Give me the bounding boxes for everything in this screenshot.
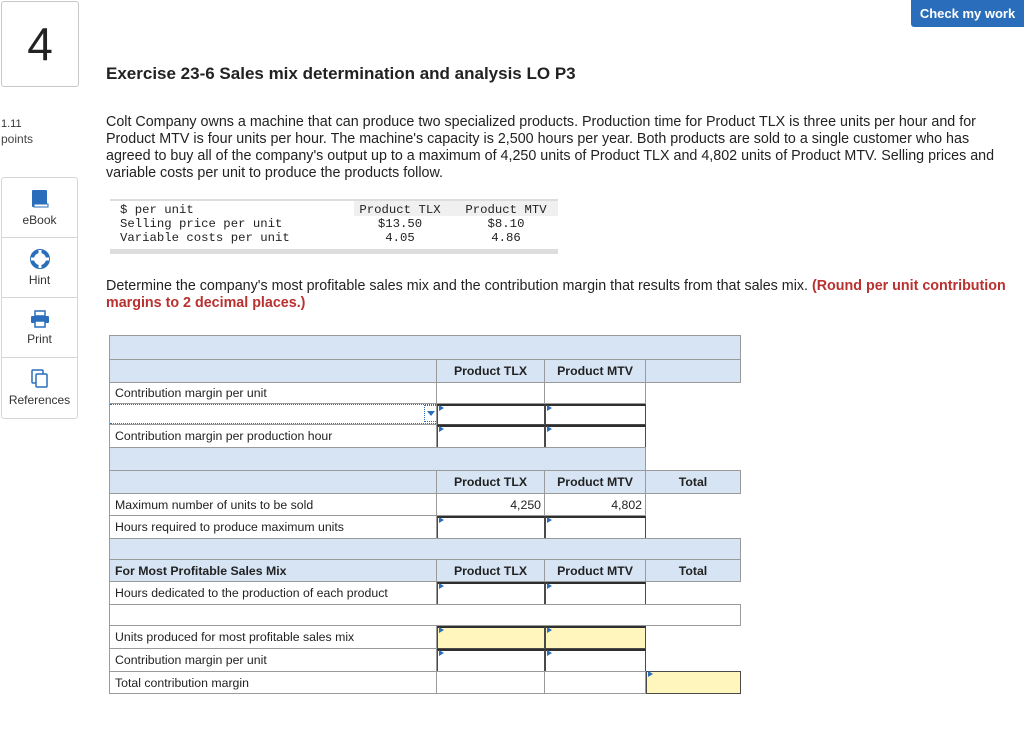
hours-required-mtv-input[interactable] — [545, 516, 646, 539]
col-header-total: Total — [645, 470, 741, 494]
row-label-cm-unit-2: Contribution margin per unit — [109, 648, 437, 672]
row-label-units-produced: Units produced for most profitable sales mix — [109, 625, 437, 649]
problem-description: Colt Company owns a machine that can produce two specialized products. Production time for Product TLX is three units per hour and for Product MTV is four units per hour. The machine's capacity is 2,500 hours per year. Both products are sold to a single customer who has agreed to buy all of the company's output up to a maximum of 4,250 units of Product TLX and 4,802 units of Product MTV. Selling prices and variable costs per unit to produce the products follow. — [106, 114, 995, 181]
row-label-total-cm: Total contribution margin — [109, 671, 437, 694]
row-label-mix-header: For Most Profitable Sales Mix — [109, 559, 437, 582]
tool-print-label: Print — [27, 331, 52, 346]
info-col-mtv: Product MTV — [465, 203, 547, 217]
total-cm-total-input[interactable] — [646, 671, 741, 694]
section-band — [109, 538, 741, 560]
lifebuoy-icon — [30, 249, 50, 269]
col-header-tlx: Product TLX — [436, 470, 545, 494]
max-units-tlx: 4,250 — [436, 493, 545, 516]
row-label-dropdown[interactable] — [424, 405, 438, 422]
tool-references-label: References — [8, 393, 71, 407]
tool-ebook-label: eBook — [22, 212, 57, 227]
spacer-row — [109, 604, 741, 626]
hours-dedicated-tlx-input[interactable] — [437, 582, 545, 605]
info-row-label: Variable costs per unit — [120, 231, 290, 245]
info-cell: $8.10 — [487, 217, 525, 231]
cm-unit-tlx-input[interactable] — [437, 404, 545, 425]
row-label-cm-hour: Contribution margin per production hour — [109, 424, 437, 448]
total-cm-tlx — [436, 671, 545, 694]
section-band — [109, 447, 646, 471]
header-blank — [109, 470, 437, 494]
printer-icon — [30, 310, 50, 328]
hours-required-tlx-input[interactable] — [437, 516, 545, 539]
col-header-tlx: Product TLX — [436, 359, 545, 383]
row-label-hours-required: Hours required to produce maximum units — [109, 515, 437, 539]
cm-unit-mtv-input[interactable] — [545, 404, 646, 425]
cm-unit2-tlx-input[interactable] — [437, 649, 545, 672]
book-icon — [31, 189, 49, 209]
copy-icon — [31, 369, 49, 389]
chevron-down-icon — [427, 411, 435, 416]
instruction-emphasis: (Round per unit contribution margins to 2 decimal places.) — [106, 278, 1006, 311]
info-row-header: $ per unit — [120, 203, 194, 217]
tool-hint[interactable] — [2, 238, 77, 298]
check-my-work-button[interactable]: Check my work — [911, 0, 1024, 27]
sidebar-tools — [1, 177, 78, 419]
cm-hour-mtv-input[interactable] — [545, 425, 646, 448]
instruction-text — [106, 278, 1006, 312]
question-number: 4 — [1, 1, 79, 87]
header-blank — [645, 359, 741, 383]
info-col-tlx: Product TLX — [359, 203, 441, 217]
price-cost-table — [110, 199, 558, 254]
points-display — [1, 117, 33, 147]
row-label-max-units: Maximum number of units to be sold — [109, 493, 437, 516]
col-header-mtv: Product MTV — [544, 559, 646, 582]
dropdown-row-outline — [110, 404, 436, 424]
max-units-mtv: 4,802 — [544, 493, 646, 516]
cell-blank — [436, 382, 545, 404]
col-header-mtv: Product MTV — [544, 470, 646, 494]
hours-dedicated-mtv-input[interactable] — [545, 582, 646, 605]
tool-hint-label: Hint — [28, 272, 51, 287]
work-table — [109, 335, 741, 695]
col-header-mtv: Product MTV — [544, 359, 646, 383]
cell-blank — [544, 382, 646, 404]
col-header-total: Total — [645, 559, 741, 582]
tool-ebook[interactable] — [2, 178, 77, 238]
col-header-tlx: Product TLX — [436, 559, 545, 582]
tool-print[interactable] — [2, 298, 77, 358]
row-label-hours-dedicated: Hours dedicated to the production of each product — [109, 581, 437, 605]
total-cm-mtv — [544, 671, 646, 694]
header-blank — [109, 359, 437, 383]
points-label: points — [1, 132, 34, 146]
cm-unit2-mtv-input[interactable] — [545, 649, 646, 672]
row-label-cm-unit: Contribution margin per unit — [109, 382, 437, 404]
info-cell: 4.05 — [385, 231, 415, 245]
info-row-label: Selling price per unit — [120, 217, 283, 231]
units-produced-tlx-input[interactable] — [437, 626, 545, 649]
instruction-main: Determine the company's most profitable sales mix and the contribution margin that results from that sales mix. — [106, 278, 812, 294]
cm-hour-tlx-input[interactable] — [437, 425, 545, 448]
units-produced-mtv-input[interactable] — [545, 626, 646, 649]
tool-references[interactable] — [2, 358, 77, 418]
section-band — [109, 335, 741, 360]
info-cell: $13.50 — [377, 217, 423, 231]
exercise-title: Exercise 23-6 Sales mix determination and analysis LO P3 — [106, 64, 576, 83]
points-value: 1.11 — [1, 118, 22, 130]
info-cell: 4.86 — [491, 231, 521, 245]
